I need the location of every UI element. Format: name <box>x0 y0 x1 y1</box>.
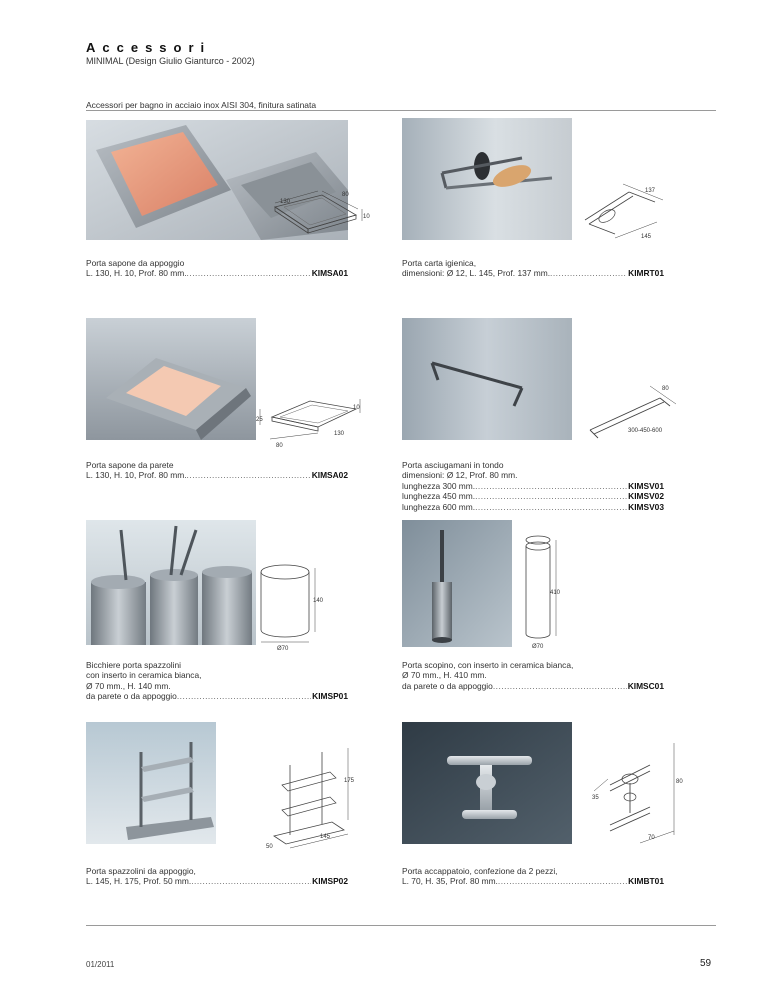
product-detail: con inserto in ceramica bianca, <box>86 670 202 681</box>
dim-label: 70 <box>648 835 655 841</box>
footer-rule <box>86 925 716 926</box>
dim-label: 137 <box>645 188 656 194</box>
section-subtitle: MINIMAL (Design Giulio Gianturco - 2002) <box>86 56 255 66</box>
product-code: KIMSV03 <box>628 501 664 512</box>
product-photo-towel-rail <box>402 318 572 440</box>
technical-drawing-toilet-brush-holder <box>512 530 572 655</box>
dim-label: 130 <box>334 431 345 437</box>
product-caption <box>402 258 664 279</box>
dim-label: 140 <box>313 598 324 604</box>
product-photo-toothbrush-cup <box>86 520 256 645</box>
product-spec: L. 130, H. 10, Prof. 80 mm. <box>86 470 187 481</box>
product-name: Porta scopino, con inserto in ceramica bianca, <box>402 660 574 670</box>
product-name: Porta sapone da appoggio <box>86 258 185 268</box>
product-name: Porta carta igienica, <box>402 258 477 268</box>
product-name: Bicchiere porta spazzolini <box>86 660 181 670</box>
dim-label: 80 <box>662 386 669 392</box>
footer-date: 01/2011 <box>86 960 115 969</box>
product-photo-robe-hook <box>402 722 572 844</box>
product-code: KIMSV02 <box>628 491 664 502</box>
product-caption <box>86 866 348 887</box>
product-caption <box>86 258 348 279</box>
product-detail: Ø 70 mm., H. 410 mm. <box>402 670 487 681</box>
product-name: Porta asciugamani in tondo <box>402 460 504 470</box>
product-code: KIMSA01 <box>311 268 348 279</box>
product-code: KIMBT01 <box>628 876 664 887</box>
dim-label: 80 <box>676 779 683 785</box>
product-spec: L. 145, H. 175, Prof. 50 mm. <box>86 876 192 887</box>
product-caption <box>402 660 664 691</box>
product-caption <box>402 460 664 512</box>
technical-drawing-robe-hook <box>580 735 685 850</box>
technical-drawing-soap-dish-wall <box>250 395 370 450</box>
variant-label: lunghezza 600 mm. <box>402 501 476 512</box>
product-photo-toothbrush-stand <box>86 722 216 844</box>
dim-label: 80 <box>342 192 349 198</box>
dim-label: 35 <box>592 795 599 801</box>
section-title: Accessori <box>86 40 212 55</box>
product-spec: dimensioni: Ø 12, L. 145, Prof. 137 mm. <box>402 268 551 279</box>
product-spec: da parete o da appoggio <box>86 691 177 702</box>
dim-label: 300-450-600 <box>628 428 663 434</box>
variant-label: lunghezza 450 mm. <box>402 491 476 502</box>
product-spec: da parete o da appoggio <box>402 680 493 691</box>
technical-drawing-toothbrush-stand <box>260 740 360 855</box>
product-code: KIMSC01 <box>627 680 664 691</box>
product-name: Porta spazzolini da appoggio, <box>86 866 196 876</box>
dim-label: 10 <box>363 214 370 220</box>
header-rule <box>86 110 716 111</box>
product-code: KIMSA02 <box>311 470 348 481</box>
dim-label: 50 <box>266 844 273 850</box>
product-detail: Ø 70 mm., H. 140 mm. <box>86 680 171 691</box>
product-code: KIMSP02 <box>312 876 348 887</box>
product-name: Porta sapone da parete <box>86 460 174 470</box>
dim-label: 145 <box>641 234 652 240</box>
dim-label: 10 <box>353 405 360 411</box>
product-name: Porta accappatoio, confezione da 2 pezzi, <box>402 866 558 876</box>
variant-label: lunghezza 300 mm. <box>402 480 476 491</box>
dim-label: 145 <box>320 834 331 840</box>
intro-text: Accessori per bagno in acciaio inox AISI 304, finitura satinata <box>86 100 317 110</box>
product-photo-toilet-brush-holder <box>402 520 512 647</box>
product-spec: dimensioni: Ø 12, Prof. 80 mm. <box>402 470 518 481</box>
product-caption <box>86 460 348 481</box>
technical-drawing-towel-rail <box>580 380 680 442</box>
dim-label: 175 <box>344 778 355 784</box>
technical-drawing-toothbrush-cup <box>255 560 335 655</box>
dim-label: Ø70 <box>277 646 289 652</box>
product-caption <box>402 866 664 887</box>
product-photo-toilet-roll-holder <box>402 118 572 240</box>
page-number: 59 <box>700 958 712 969</box>
product-spec: L. 130, H. 10, Prof. 80 mm. <box>86 268 187 279</box>
product-photo-soap-dish-wall <box>86 318 256 440</box>
dim-label: Ø70 <box>532 644 544 650</box>
dim-label: 130 <box>280 199 291 205</box>
dim-label: 410 <box>550 590 561 596</box>
product-caption <box>86 660 348 702</box>
product-code: KIMSV01 <box>628 480 664 491</box>
product-code: KIMRT01 <box>628 268 664 279</box>
product-code: KIMSP01 <box>312 691 348 702</box>
technical-drawing-toilet-roll-holder <box>575 180 675 242</box>
product-spec: L. 70, H. 35, Prof. 80 mm. <box>402 876 498 887</box>
technical-drawing-soap-dish-counter <box>260 185 370 245</box>
dim-label: 25 <box>256 417 263 423</box>
dim-label: 80 <box>276 443 283 449</box>
